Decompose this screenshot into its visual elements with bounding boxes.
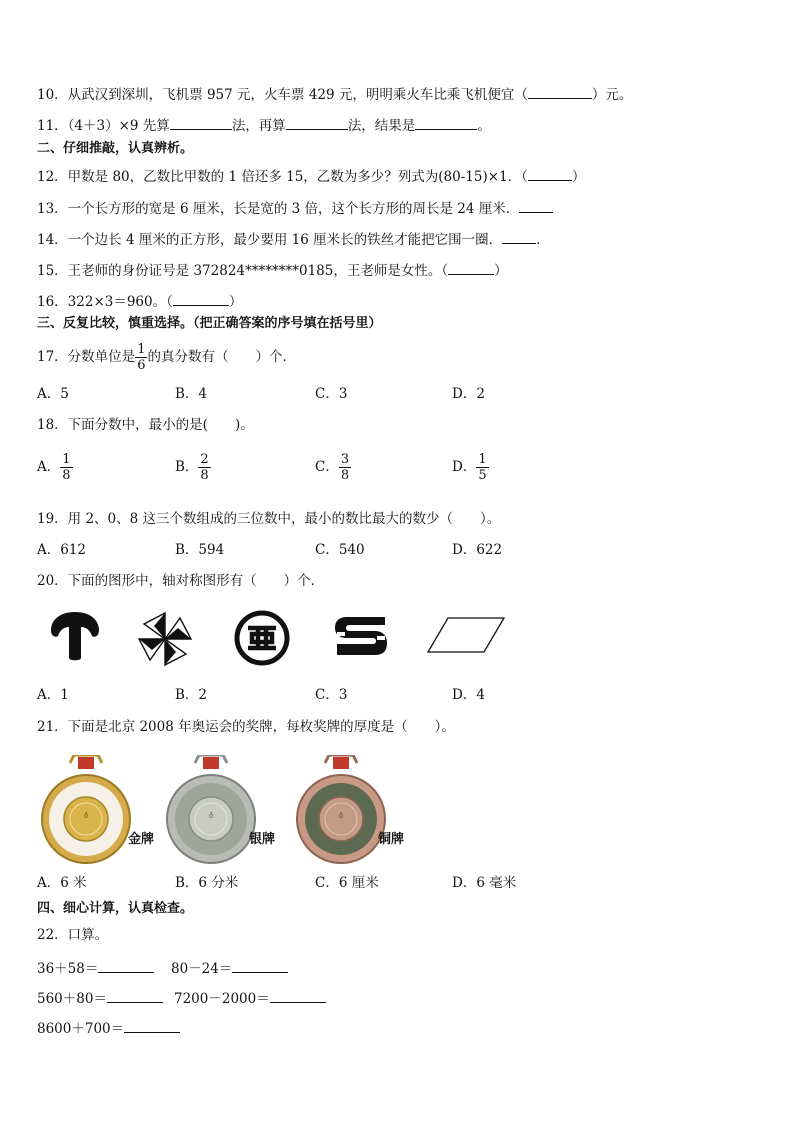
svg-text:♁: ♁: [83, 811, 89, 819]
option-b[interactable]: B． $\frac{2}{8}$: [175, 452, 209, 483]
question-15: 15．王老师的身份证号是 372824********0185，王老师是女性。（ ）: [37, 260, 508, 280]
option-b[interactable]: B．6 分米: [175, 875, 239, 891]
option-b[interactable]: B．594: [175, 542, 225, 558]
calc-item: 560＋80＝: [37, 988, 163, 1008]
option-d[interactable]: D．2: [452, 386, 485, 402]
bronze-medal-label: 铜牌: [378, 832, 405, 847]
silver-medal: [165, 755, 257, 867]
option-a[interactable]: A．1: [37, 687, 69, 703]
option-c[interactable]: C．6 厘米: [315, 875, 379, 891]
question-16: 16．322×3＝960。（ ）: [37, 291, 242, 311]
calc-item: 80－24＝: [171, 958, 288, 978]
gold-medal-label: 金牌: [128, 832, 155, 847]
question-13: 13．一个长方形的宽是 6 厘米，长是宽的 3 倍，这个长方形的周长是 24 厘米．: [37, 198, 553, 218]
answer-blank[interactable]: [124, 1018, 180, 1033]
answer-blank[interactable]: [415, 115, 477, 130]
fraction: $\frac{1}{5}$: [478, 452, 487, 483]
bank-logo-figure: [234, 610, 290, 666]
fraction: $\frac{3}{8}$: [340, 452, 350, 483]
option-d[interactable]: D． $\frac{1}{5}$: [452, 452, 487, 483]
calc-item: 8600＋700＝: [37, 1018, 180, 1038]
section-3-heading: 三、反复比较，慎重选择。（把正确答案的序号填在括号里）: [37, 316, 382, 331]
option-c[interactable]: C．540: [315, 542, 365, 558]
option-a[interactable]: A．612: [37, 542, 87, 558]
svg-text:♁: ♁: [338, 811, 344, 819]
answer-blank[interactable]: [98, 958, 154, 973]
answer-blank[interactable]: [170, 115, 232, 130]
section-4-heading: 四、细心计算，认真检查。: [37, 901, 194, 916]
question-17: 17．分数单位是 $\frac{1}{6}$ 的真分数有（ ）个．: [37, 342, 296, 373]
calc-item: 36＋58＝: [37, 958, 154, 978]
answer-blank[interactable]: [107, 988, 163, 1003]
answer-blank[interactable]: [270, 988, 326, 1003]
question-18: 18．下面分数中，最小的是( )。: [37, 417, 254, 433]
fraction: $\frac{1}{8}$: [62, 452, 71, 483]
option-b[interactable]: B．4: [175, 386, 208, 402]
bronze-medal: [295, 755, 387, 867]
option-b[interactable]: B．2: [175, 687, 208, 703]
svg-text:♁: ♁: [208, 811, 214, 819]
question-21: 21．下面是北京 2008 年奥运会的奖牌，每枚奖牌的厚度是（ ）。: [37, 719, 455, 735]
question-20: 20．下面的图形中，轴对称图形有（ ）个．: [37, 573, 325, 589]
option-a[interactable]: A．6 米: [37, 875, 87, 891]
answer-blank[interactable]: [519, 198, 553, 213]
question-19: 19．用 2、0、8 这三个数组成的三位数中，最小的数比最大的数少（ ）。: [37, 511, 501, 527]
answer-blank[interactable]: [528, 166, 572, 181]
option-a[interactable]: A． $\frac{1}{8}$: [37, 452, 71, 483]
option-a[interactable]: A．5: [37, 386, 69, 402]
parallelogram-figure: [426, 616, 506, 654]
answer-blank[interactable]: [502, 229, 536, 244]
answer-blank[interactable]: [173, 291, 229, 306]
s-logo-figure: [333, 614, 389, 658]
question-22-title: 22．口算。: [37, 927, 109, 943]
option-c[interactable]: C． $\frac{3}{8}$: [315, 452, 350, 483]
option-c[interactable]: C．3: [315, 386, 348, 402]
question-11: 11．（4＋3）×9 先算 法，再算 法，结果是 。: [37, 115, 491, 135]
section-2-heading: 二、仔细推敲，认真辨析。: [37, 141, 194, 156]
answer-blank[interactable]: [286, 115, 348, 130]
pinwheel-figure: [136, 610, 194, 668]
fraction: $\frac{2}{8}$: [200, 452, 209, 483]
answer-blank[interactable]: [528, 84, 592, 99]
t-shape-figure: [50, 610, 100, 662]
answer-blank[interactable]: [448, 260, 494, 275]
question-10: 10．从武汉到深圳，飞机票 957 元，火车票 429 元，明明乘火车比乘飞机便宜（ ）元。: [37, 84, 632, 104]
option-c[interactable]: C．3: [315, 687, 348, 703]
question-14: 14．一个边长 4 厘米的正方形，最少要用 16 厘米长的铁丝才能把它围一圈． ．: [37, 229, 550, 249]
option-d[interactable]: D．4: [452, 687, 485, 703]
answer-blank[interactable]: [232, 958, 288, 973]
gold-medal: [40, 755, 132, 867]
option-d[interactable]: D．622: [452, 542, 503, 558]
silver-medal-label: 银牌: [249, 832, 276, 847]
question-12: 12．甲数是 80，乙数比甲数的 1 倍还多 15，乙数为多少？列式为(80-15)×1．（ ）: [37, 166, 585, 186]
fraction: $\frac{1}{6}$: [137, 342, 146, 373]
calc-item: 7200－2000＝: [174, 988, 326, 1008]
option-d[interactable]: D．6 毫米: [452, 875, 517, 891]
